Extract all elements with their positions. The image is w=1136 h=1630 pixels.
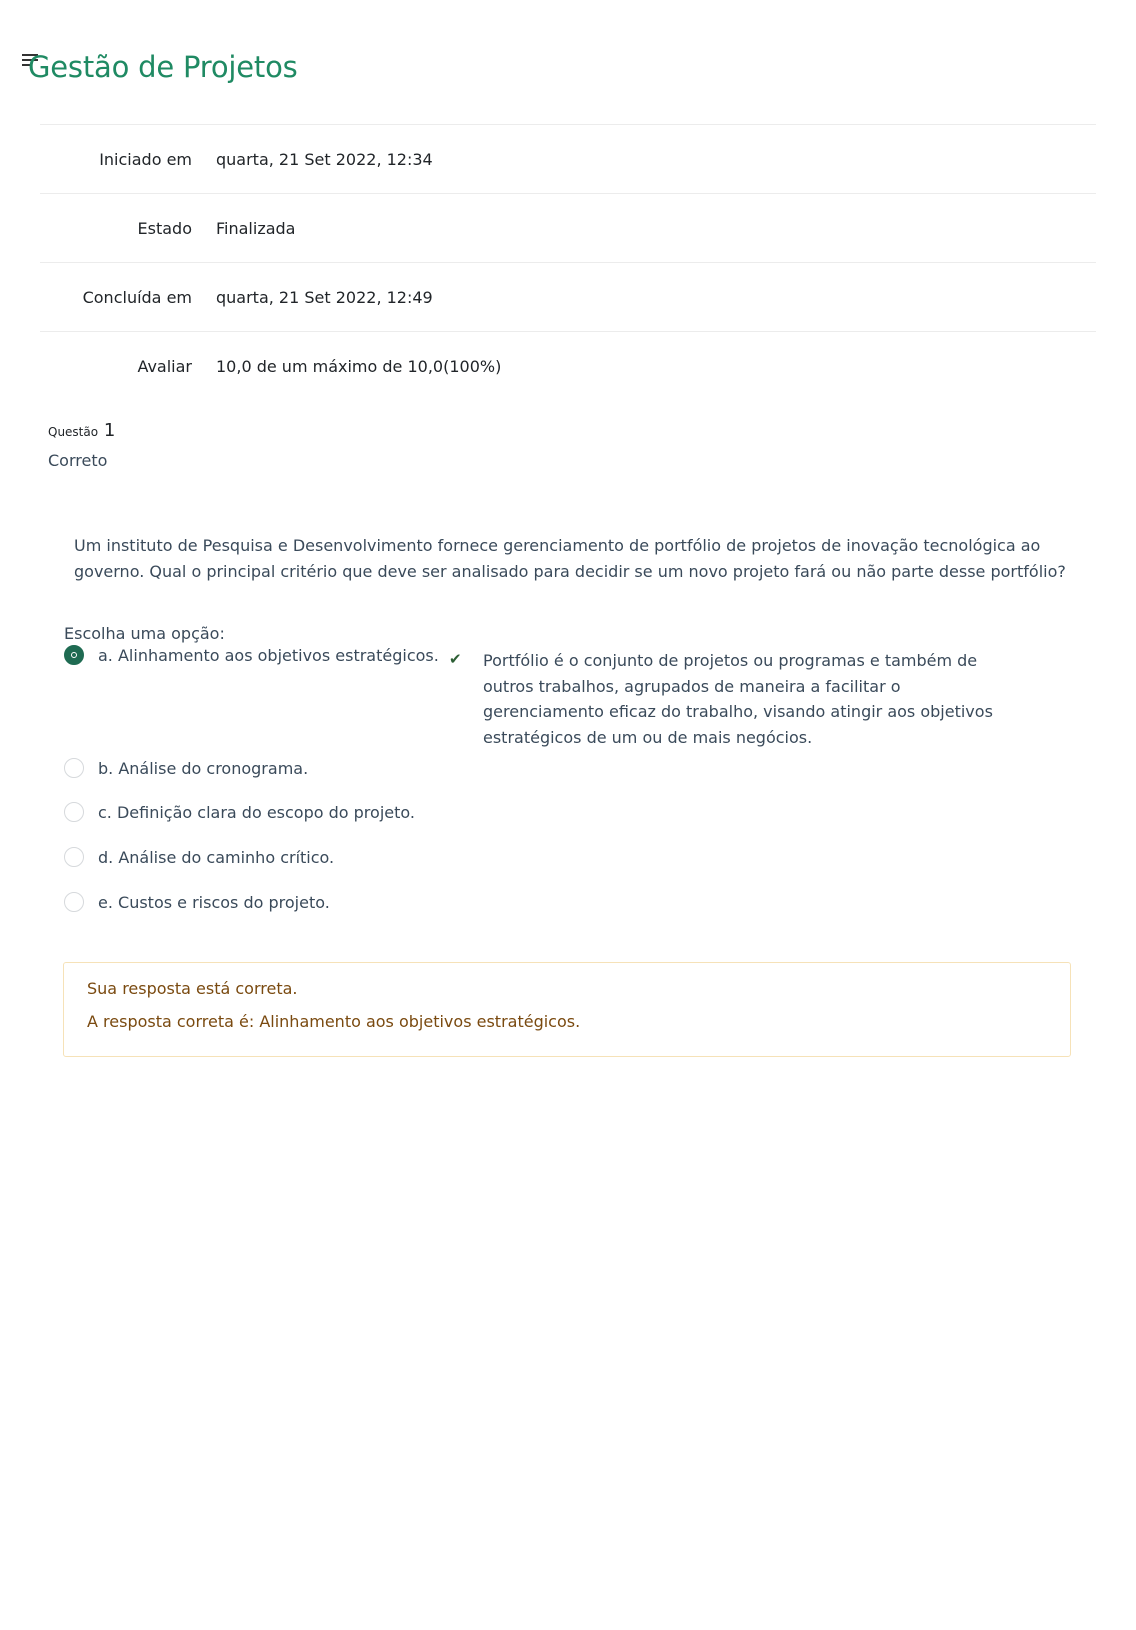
summary-label: Concluída em bbox=[82, 287, 192, 307]
radio-icon[interactable] bbox=[64, 892, 84, 912]
summary-label: Estado bbox=[137, 218, 192, 238]
option-e[interactable] bbox=[64, 892, 330, 912]
outcome-status: Sua resposta está correta. bbox=[87, 979, 298, 998]
summary-value: quarta, 21 Set 2022, 12:49 bbox=[216, 287, 433, 307]
option-label: c. Definição clara do escopo do projeto. bbox=[98, 802, 415, 822]
option-b[interactable] bbox=[64, 758, 308, 778]
correct-answer-text: A resposta correta é: Alinhamento aos objetivos estratégicos. bbox=[87, 1012, 581, 1031]
summary-row-started bbox=[40, 125, 1096, 194]
option-d[interactable] bbox=[64, 847, 334, 867]
option-label: b. Análise do cronograma. bbox=[98, 758, 309, 778]
summary-label: Iniciado em bbox=[99, 149, 192, 169]
summary-label: Avaliar bbox=[137, 356, 192, 376]
answer-outcome-box bbox=[63, 962, 1071, 1057]
check-icon: ✔ bbox=[449, 650, 462, 668]
summary-row-grade bbox=[40, 332, 1096, 401]
question-number bbox=[48, 420, 115, 441]
radio-icon[interactable] bbox=[64, 758, 84, 778]
option-feedback: Portfólio é o conjunto de projetos ou programas e também de outros trabalhos, agrupados de maneira a facilitar o gerenciamento eficaz do trabalho, visando atingir aos objetivos estratégicos de um ou de mais negócios. bbox=[483, 651, 993, 747]
answer-prompt: Escolha uma opção: bbox=[64, 624, 225, 643]
summary-value: 10,0 de um máximo de 10,0(100%) bbox=[216, 356, 502, 376]
radio-icon[interactable] bbox=[64, 802, 84, 822]
option-label: e. Custos e riscos do projeto. bbox=[98, 892, 330, 912]
radio-checked-icon[interactable] bbox=[64, 645, 84, 665]
summary-row-state bbox=[40, 194, 1096, 263]
summary-value: quarta, 21 Set 2022, 12:34 bbox=[216, 149, 433, 169]
question-text: Um instituto de Pesquisa e Desenvolvimento fornece gerenciamento de portfólio de projetos de inovação tecnológica ao governo. Qual o principal critério que deve ser analisado para decidir se um novo projeto fará ou não parte desse portfólio? bbox=[74, 536, 1066, 581]
question-info bbox=[48, 420, 115, 470]
summary-value: Finalizada bbox=[216, 218, 296, 238]
radio-icon[interactable] bbox=[64, 847, 84, 867]
attempt-summary-table bbox=[40, 124, 1096, 401]
option-label: a. Alinhamento aos objetivos estratégicos. bbox=[98, 645, 439, 665]
question-number-label: Questão bbox=[48, 425, 99, 439]
page-title: Gestão de Projetos bbox=[28, 50, 298, 84]
option-label: d. Análise do caminho crítico. bbox=[98, 847, 335, 867]
question-number-value: 1 bbox=[103, 420, 116, 441]
question-state: Correto bbox=[48, 451, 108, 470]
option-a[interactable] bbox=[64, 645, 439, 665]
option-c[interactable] bbox=[64, 802, 415, 822]
summary-row-completed bbox=[40, 263, 1096, 332]
